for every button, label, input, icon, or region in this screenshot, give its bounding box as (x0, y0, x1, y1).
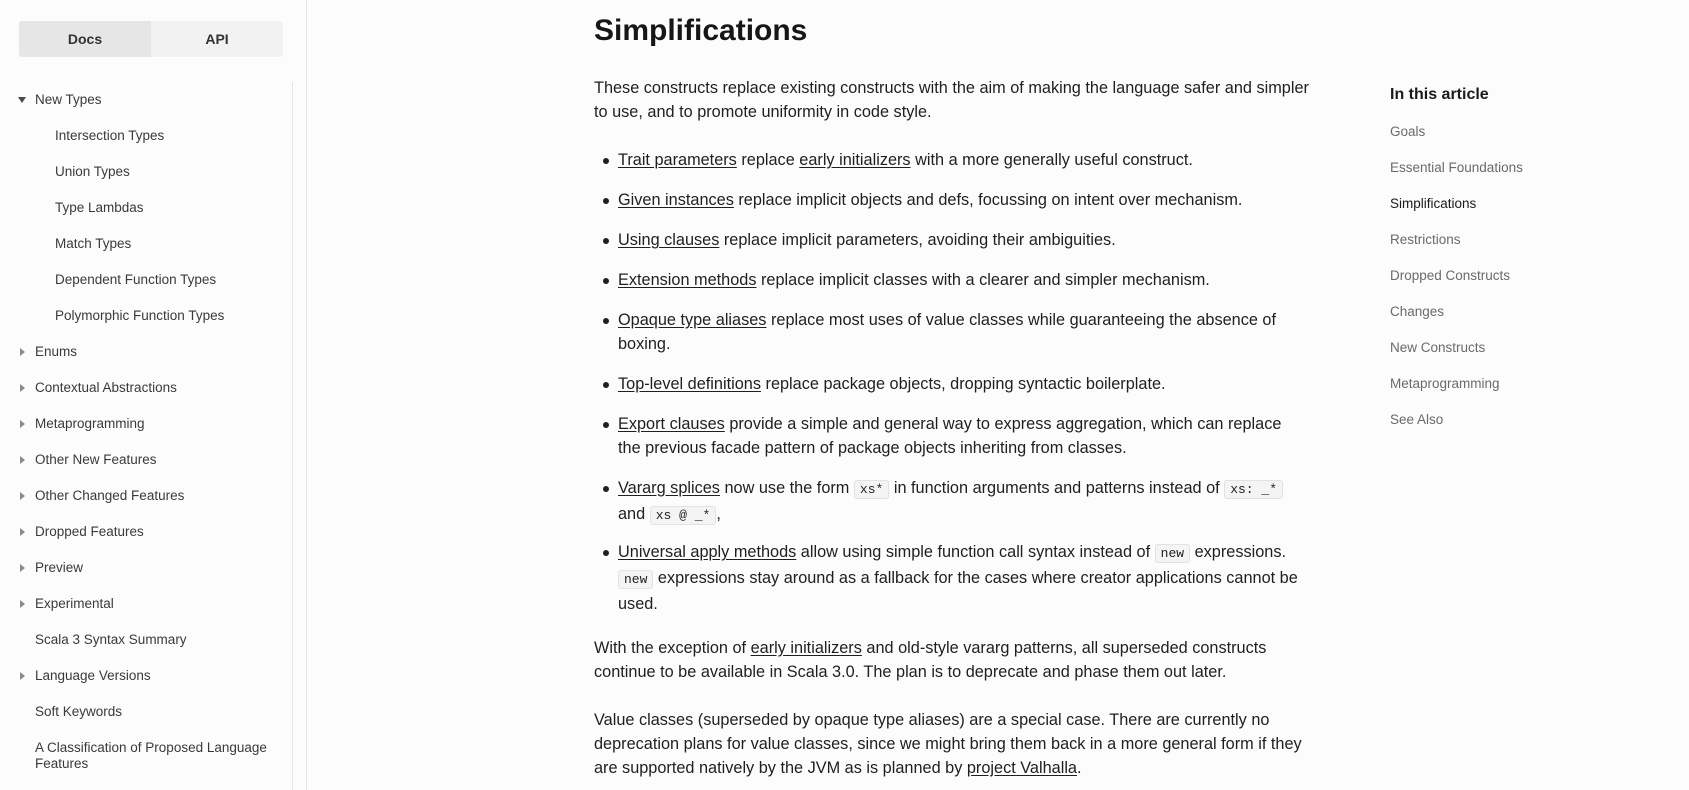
sidebar-item-label: Preview (35, 560, 84, 575)
bullet-icon (603, 158, 609, 164)
sidebar-item-label: Language Versions (35, 668, 151, 683)
toc-item-dropped-constructs[interactable]: Dropped Constructs (1390, 268, 1511, 283)
caret-right-icon[interactable] (20, 420, 25, 428)
inline-code: new (1155, 544, 1190, 563)
link-project-valhalla[interactable]: project Valhalla (966, 759, 1077, 777)
list-item (594, 228, 1304, 252)
toc-item-see-also[interactable]: See Also (1390, 412, 1444, 427)
link-early-initializers[interactable]: early initializers (799, 151, 911, 169)
sidebar-item-label: Type Lambdas (55, 200, 144, 215)
page-title: Simplifications (594, 14, 808, 47)
list-item (594, 540, 1304, 616)
list-item (594, 476, 1304, 528)
link-opaque-type-aliases[interactable]: Opaque type aliases (618, 311, 767, 329)
link-early-initializers[interactable]: early initializers (750, 639, 862, 657)
sidebar-item-label: Metaprogramming (35, 416, 145, 431)
bullet-icon (603, 278, 609, 284)
toc-item-metaprogramming[interactable]: Metaprogramming (1390, 376, 1500, 391)
docs-api-switch (19, 21, 283, 57)
list-item (594, 148, 1304, 172)
list-item (594, 412, 1304, 460)
link-extension-methods[interactable]: Extension methods (618, 271, 757, 289)
caret-right-icon[interactable] (20, 672, 25, 680)
link-vararg-splices[interactable]: Vararg splices (618, 479, 720, 497)
link-export-clauses[interactable]: Export clauses (618, 415, 725, 433)
caret-right-icon[interactable] (20, 564, 25, 572)
exception-paragraph: With the exception of early initializers and old-style vararg patterns, all superseded constructs continue to be available in Scala 3.0. The plan is to deprecate and phase them out later. (594, 639, 1267, 681)
sidebar-item-label: Match Types (55, 236, 132, 251)
tab-docs[interactable]: Docs (19, 21, 151, 57)
list-item (594, 372, 1304, 396)
list-item-text: Given instances replace implicit objects and defs, focussing on intent over mechanism. (618, 191, 1243, 209)
list-item-text: Using clauses replace implicit parameters, avoiding their ambiguities. (618, 231, 1116, 249)
sidebar-item-label: Dropped Features (35, 524, 144, 539)
sidebar-item-label: Contextual Abstractions (35, 380, 177, 395)
tab-api[interactable]: API (205, 31, 229, 47)
sidebar-item-label: Soft Keywords (35, 704, 123, 719)
bullet-icon (603, 422, 609, 428)
toc-item-new-constructs[interactable]: New Constructs (1390, 340, 1486, 355)
sidebar-nav (0, 82, 293, 790)
caret-right-icon[interactable] (20, 456, 25, 464)
link-using-clauses[interactable]: Using clauses (618, 231, 720, 249)
sidebar (0, 0, 307, 790)
link-top-level-definitions[interactable]: Top-level definitions (618, 375, 761, 393)
bullet-icon (603, 550, 609, 556)
sidebar-item-label: A Classification of Proposed Language Features (35, 740, 267, 771)
list-item-text: Export clauses provide a simple and general way to express aggregation, which can replace the previous facade pattern of package objects inheriting from classes. (618, 415, 1282, 457)
list-item (594, 268, 1304, 292)
sidebar-item-label: Polymorphic Function Types (55, 308, 225, 323)
inline-code: xs @ _* (650, 506, 717, 525)
list-item-text: Universal apply methods allow using simple function call syntax instead of new expressions. new expressions stay around as a fallback for the cases where creator applications cannot be used. (618, 543, 1298, 613)
toc-item-goals[interactable]: Goals (1390, 124, 1426, 139)
sidebar-item-label: Union Types (55, 164, 130, 179)
inline-code: new (618, 570, 653, 589)
sidebar-item-label: Scala 3 Syntax Summary (35, 632, 187, 647)
link-trait-parameters[interactable]: Trait parameters (618, 151, 737, 169)
bullet-icon (603, 486, 609, 492)
toc-title: In this article (1390, 86, 1489, 103)
value-classes-paragraph: Value classes (superseded by opaque type aliases) are a special case. There are currently no deprecation plans for value classes, since we might bring them back in a more general form if they are supported natively by the JVM as is planned by project Valhalla. (594, 711, 1302, 777)
list-item-text: Extension methods replace implicit classes with a clearer and simpler mechanism. (618, 271, 1210, 289)
caret-down-icon[interactable] (18, 97, 26, 103)
bullet-icon (603, 382, 609, 388)
link-given-instances[interactable]: Given instances (618, 191, 734, 209)
list-item-text: Vararg splices now use the form xs* in function arguments and patterns instead of xs: _* and xs @ _* , (618, 476, 1304, 528)
inline-code: xs: _* (1224, 480, 1283, 499)
sidebar-item-label: Intersection Types (55, 128, 165, 143)
bullet-icon (603, 198, 609, 204)
caret-right-icon[interactable] (20, 600, 25, 608)
caret-right-icon[interactable] (20, 348, 25, 356)
bullet-icon (603, 318, 609, 324)
list-item (594, 188, 1304, 212)
link-universal-apply-methods[interactable]: Universal apply methods (618, 543, 797, 561)
sidebar-item-label: Dependent Function Types (55, 272, 217, 287)
list-item-text: Trait parameters replace early initializers with a more generally useful construct. (618, 151, 1193, 169)
toc-item-restrictions[interactable]: Restrictions (1390, 232, 1461, 247)
caret-right-icon[interactable] (20, 492, 25, 500)
sidebar-item-label: Other Changed Features (35, 488, 185, 503)
bullet-icon (603, 238, 609, 244)
list-item-text: Top-level definitions replace package objects, dropping syntactic boilerplate. (618, 375, 1166, 393)
inline-code: xs* (854, 480, 889, 499)
intro-paragraph: These constructs replace existing constructs with the aim of making the language safer and simpler to use, and to promote uniformity in code style. (594, 79, 1309, 121)
list-item-text: Opaque type aliases replace most uses of value classes while guaranteeing the absence of boxing. (618, 311, 1276, 353)
sidebar-item-label: Other New Features (35, 452, 157, 467)
sidebar-item-label: New Types (35, 92, 102, 107)
sidebar-item-label: Experimental (35, 596, 114, 611)
table-of-contents (1390, 86, 1650, 427)
list-item (594, 308, 1304, 356)
caret-right-icon[interactable] (20, 528, 25, 536)
toc-item-essential-foundations[interactable]: Essential Foundations (1390, 160, 1523, 175)
caret-right-icon[interactable] (20, 384, 25, 392)
sidebar-item-label: Enums (35, 344, 78, 359)
toc-item-simplifications[interactable]: Simplifications (1390, 196, 1477, 211)
toc-item-changes[interactable]: Changes (1390, 304, 1445, 319)
